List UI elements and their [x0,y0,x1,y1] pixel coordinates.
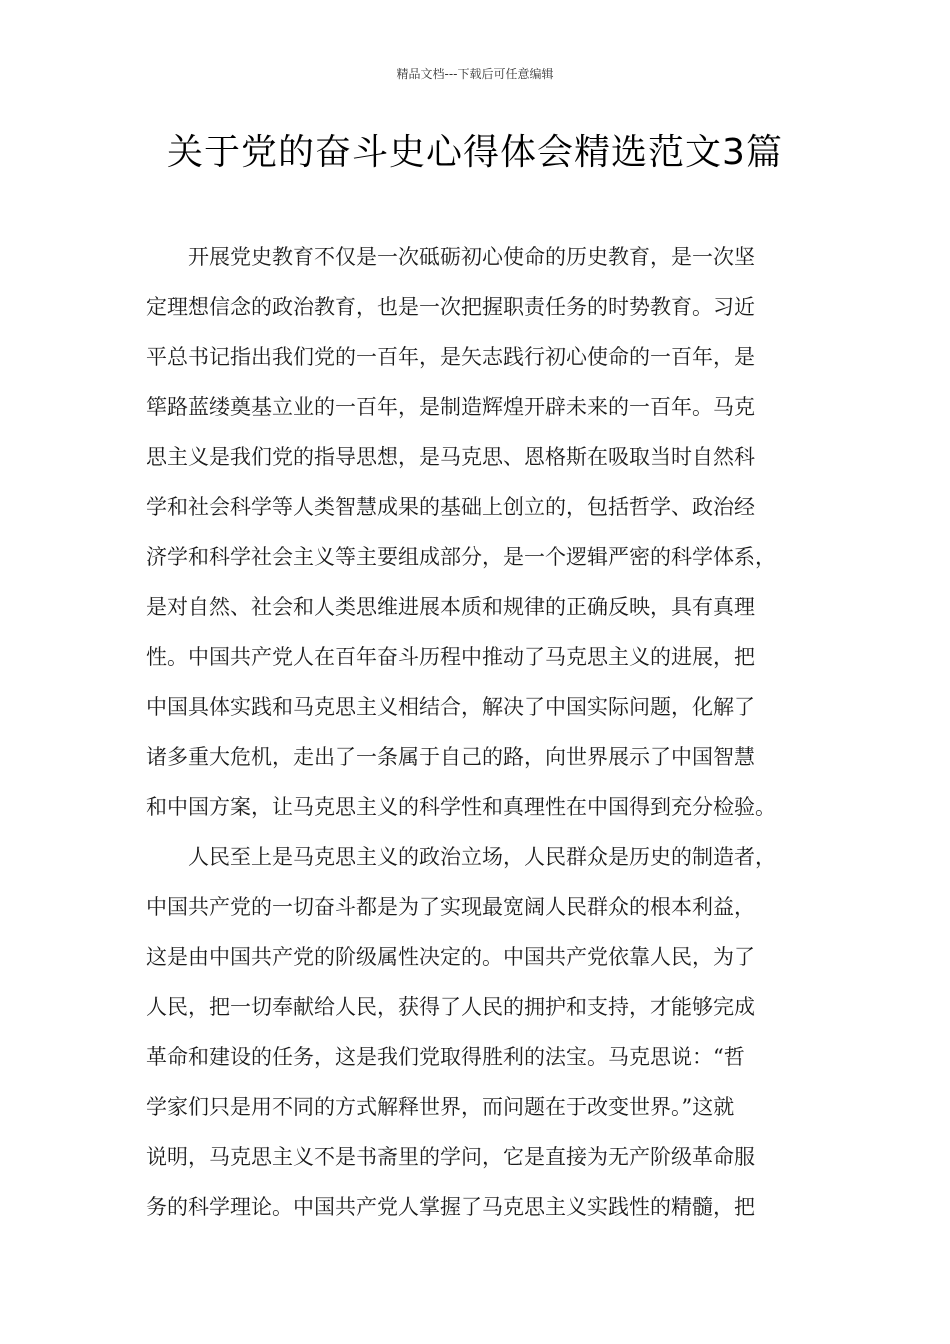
body-text-line: 务的科学理论。中国共产党人掌握了马克思主义实践性的精髓，把 [146,1195,755,1219]
document-body [146,232,826,1232]
body-text-line: 和中国方案，让马克思主义的科学性和真理性在中国得到充分检验。 [146,795,776,819]
body-text-line: 济学和科学社会主义等主要组成部分，是一个逻辑严密的科学体系， [146,545,776,569]
document-title: 关于党的奋斗史心得体会精选范文3篇 [167,132,783,173]
body-text-line: 中国具体实践和马克思主义相结合，解决了中国实际问题，化解了 [146,695,755,719]
page-header: 精品文档---下载后可任意编辑 [396,67,554,81]
body-text-line: 中国共产党的一切奋斗都是为了实现最宽阔人民群众的根本利益， [146,895,755,919]
body-text-line: 思主义是我们党的指导思想，是马克思、恩格斯在吸取当时自然科 [146,445,755,469]
body-text-line: 筚路蓝缕奠基立业的一百年，是制造辉煌开辟未来的一百年。马克 [146,395,755,419]
body-text-line: 平总书记指出我们党的一百年，是矢志践行初心使命的一百年，是 [146,345,755,369]
body-text-line: 革命和建设的任务，这是我们党取得胜利的法宝。马克思说：“哲 [146,1045,745,1069]
body-text-line: 人民，把一切奉献给人民，获得了人民的拥护和支持，才能够完成 [146,995,755,1019]
body-text-line: 学和社会科学等人类智慧成果的基础上创立的，包括哲学、政治经 [146,495,755,519]
body-text-line: 定理想信念的政治教育，也是一次把握职责任务的时势教育。习近 [146,295,755,319]
body-text-line: 诸多重大危机，走出了一条属于自己的路，向世界展示了中国智慧 [146,745,755,769]
body-text-line: 说明，马克思主义不是书斋里的学问，它是直接为无产阶级革命服 [146,1145,755,1169]
body-text-line: 是对自然、社会和人类思维进展本质和规律的正确反映，具有真理 [146,595,755,619]
body-text-line: 学家们只是用不同的方式解释世界，而问题在于改变世界。”这就 [146,1095,735,1119]
body-text-line: 人民至上是马克思主义的政治立场，人民群众是历史的制造者， [188,845,776,869]
body-text-line: 性。中国共产党人在百年奋斗历程中推动了马克思主义的进展，把 [146,645,755,669]
body-text-line: 开展党史教育不仅是一次砥砺初心使命的历史教育，是一次坚 [188,245,755,269]
body-text-line: 这是由中国共产党的阶级属性决定的。中国共产党依靠人民，为了 [146,945,755,969]
